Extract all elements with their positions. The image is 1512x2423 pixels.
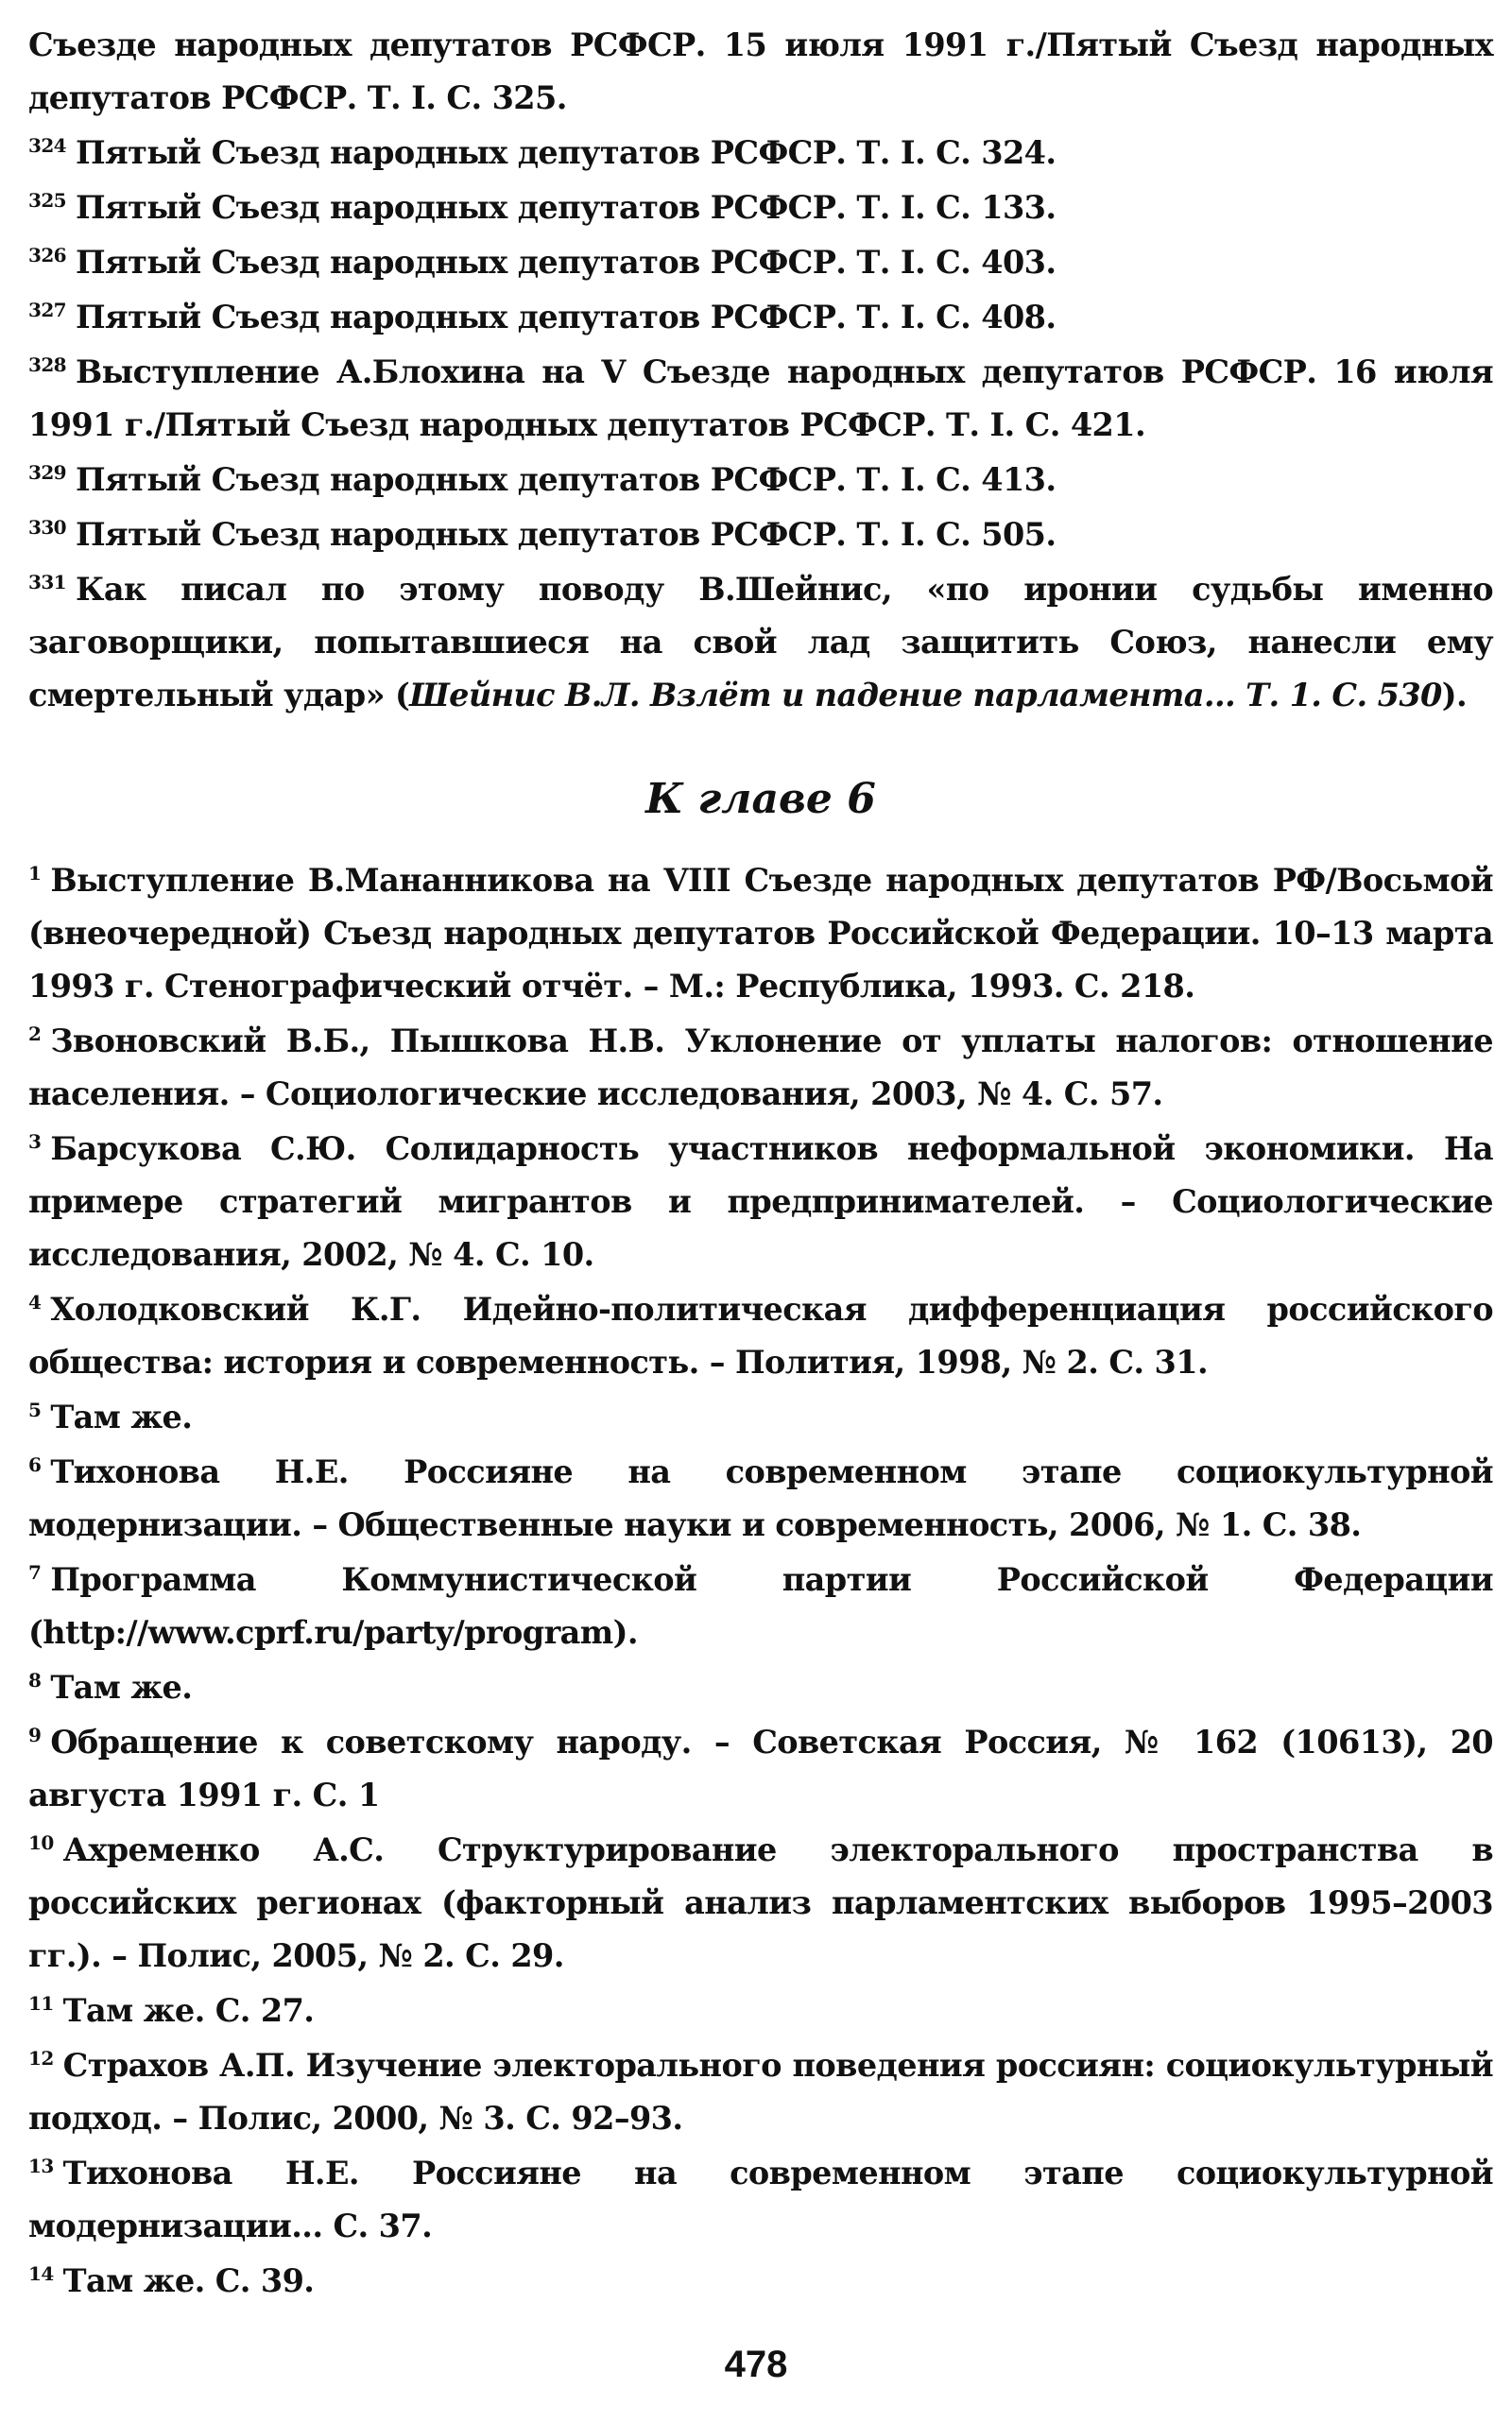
footnote-text: Пятый Съезд народных депутатов РСФСР. Т. I. С. 413. [75, 461, 1057, 498]
footnotes-chapter-6 [28, 854, 1493, 2308]
footnote-item [28, 2039, 1493, 2145]
footnote-item [28, 236, 1493, 289]
footnote-item [28, 1554, 1493, 1659]
footnote-item [28, 291, 1493, 344]
footnote-number: 331 [28, 570, 66, 593]
footnote-number: 11 [28, 1991, 54, 2015]
footnote-text: Пятый Съезд народных депутатов РСФСР. Т. I. С. 133. [75, 189, 1057, 226]
footnote-number: 324 [28, 133, 66, 157]
footnote-item [28, 1446, 1493, 1552]
footnote-text: Пятый Съезд народных депутатов РСФСР. Т. I. С. 408. [75, 299, 1057, 335]
page-number: 478 [724, 2344, 788, 2385]
footnote-number: 325 [28, 188, 66, 212]
page-content [28, 19, 1493, 2310]
footnote-number: 330 [28, 515, 66, 539]
footnote-number: 329 [28, 460, 66, 484]
chapter-heading: К главе 6 [645, 775, 876, 823]
footnote-number: 7 [28, 1560, 42, 1584]
footnote-number: 6 [28, 1452, 42, 1476]
footnote-item [28, 2255, 1493, 2308]
footnote-number: 326 [28, 243, 66, 266]
footnote-text: Ахременко А.С. Структурирование электорального пространства в российских регионах (факторный анализ парламентских выборов 1995–2003 гг.). – Полис, 2005, № 2. С. 29. [28, 1831, 1493, 1974]
footnote-item [28, 1661, 1493, 1714]
footnote-number: 3 [28, 1129, 42, 1153]
footnote-number: 9 [28, 1723, 42, 1746]
footnote-text: Там же. [50, 1399, 193, 1435]
footnote-number: 8 [28, 1668, 42, 1692]
footnote-text: Пятый Съезд народных депутатов РСФСР. Т. I. С. 324. [75, 134, 1057, 171]
footnote-item [28, 1391, 1493, 1444]
footnotes-part-1 [28, 127, 1493, 561]
footnote-number: 5 [28, 1398, 42, 1421]
footnote-text: Программа Коммунистической партии Российской Федерации (http://www.cprf.ru/party/program). [28, 1561, 1493, 1651]
footnote-text: Страхов А.П. Изучение электорального поведения россиян: социокультурный подход. – Полис, 2000, № 3. С. 92–93. [28, 2047, 1493, 2137]
footnote-331 [28, 563, 1493, 722]
footnote-item [28, 346, 1493, 452]
footnote-number: 14 [28, 2261, 54, 2285]
footnote-number: 4 [28, 1290, 42, 1314]
footnote-text: Как писал по этому поводу В.Шейнис, «по иронии судьбы именно заговорщики, попытавшиеся на свой лад защитить Союз, нанесли ему смертельный удар» ( [28, 571, 1493, 713]
footnote-text: Пятый Съезд народных депутатов РСФСР. Т. I. С. 403. [75, 244, 1057, 281]
footnote-number: 10 [28, 1830, 54, 1854]
footnote-number: 2 [28, 1022, 42, 1045]
footnote-number: 328 [28, 352, 66, 376]
footnote-item [28, 1716, 1493, 1822]
footnote-item [28, 1283, 1493, 1389]
footnote-text: Там же. С. 27. [62, 1992, 315, 2029]
footnote-number: 12 [28, 2046, 54, 2070]
footnote-text: Обращение к советскому народу. – Советская Россия, № 162 (10613), 20 августа 1991 г. С. 1 [28, 1724, 1493, 1813]
footnote-italic-citation: Шейнис В.Л. Взлёт и падение парламента... Т. 1. С. 530 [409, 677, 1442, 713]
footnote-text: Барсукова С.Ю. Солидарность участников неформальной экономики. На примере стратегий мигрантов и предпринимателей. – Социологические исследования, 2002, № 4. С. 10. [28, 1130, 1493, 1273]
footnote-item [28, 2147, 1493, 2253]
footnote-item [28, 454, 1493, 507]
footnote-continuation: Съезде народных депутатов РСФСР. 15 июля 1991 г./Пятый Съезд народных депутатов РСФСР. Т. I. С. 325. [28, 26, 1493, 116]
footnote-item [28, 181, 1493, 234]
footnote-text: Тихонова Н.Е. Россияне на современном этапе социокультурной модернизации. – Общественные науки и современность, 2006, № 1. С. 38. [28, 1453, 1493, 1543]
footnote-text: Выступление А.Блохина на V Съезде народных депутатов РСФСР. 16 июля 1991 г./Пятый Съезд народных депутатов РСФСР. Т. I. С. 421. [28, 353, 1493, 443]
footnote-text: Тихонова Н.Е. Россияне на современном этапе социокультурной модернизации... С. 37. [28, 2155, 1493, 2244]
footnote-item [28, 1985, 1493, 2037]
footnote-item [28, 1123, 1493, 1281]
footnote-text: Звоновский В.Б., Пышкова Н.В. Уклонение от уплаты налогов: отношение населения. – Социологические исследования, 2003, № 4. С. 57. [28, 1022, 1493, 1112]
footnote-item [28, 1824, 1493, 1983]
footnote-tail: ). [1441, 677, 1468, 713]
footnote-text: Холодковский К.Г. Идейно-политическая дифференциация российского общества: история и современность. – Полития, 1998, № 2. С. 31. [28, 1291, 1493, 1381]
footnote-text: Там же. С. 39. [62, 2262, 315, 2299]
footnote-item [28, 854, 1493, 1013]
footnote-text: Выступление В.Мананникова на VIII Съезде народных депутатов РФ/Восьмой (внеочередной) Съезд народных депутатов Российской Федерации. 10–13 марта 1993 г. Стенографический отчёт. – М.: Республика, 1993. С. 218. [28, 862, 1493, 1005]
footnote-number: 327 [28, 298, 66, 321]
footnote-text: Там же. [50, 1669, 193, 1706]
footnote-text: Пятый Съезд народных депутатов РСФСР. Т. I. С. 505. [75, 516, 1057, 553]
footnote-number: 1 [28, 861, 42, 885]
footnote-item [28, 1015, 1493, 1121]
footnote-item [28, 508, 1493, 561]
footnote-number: 13 [28, 2154, 54, 2177]
footnote-item [28, 127, 1493, 180]
